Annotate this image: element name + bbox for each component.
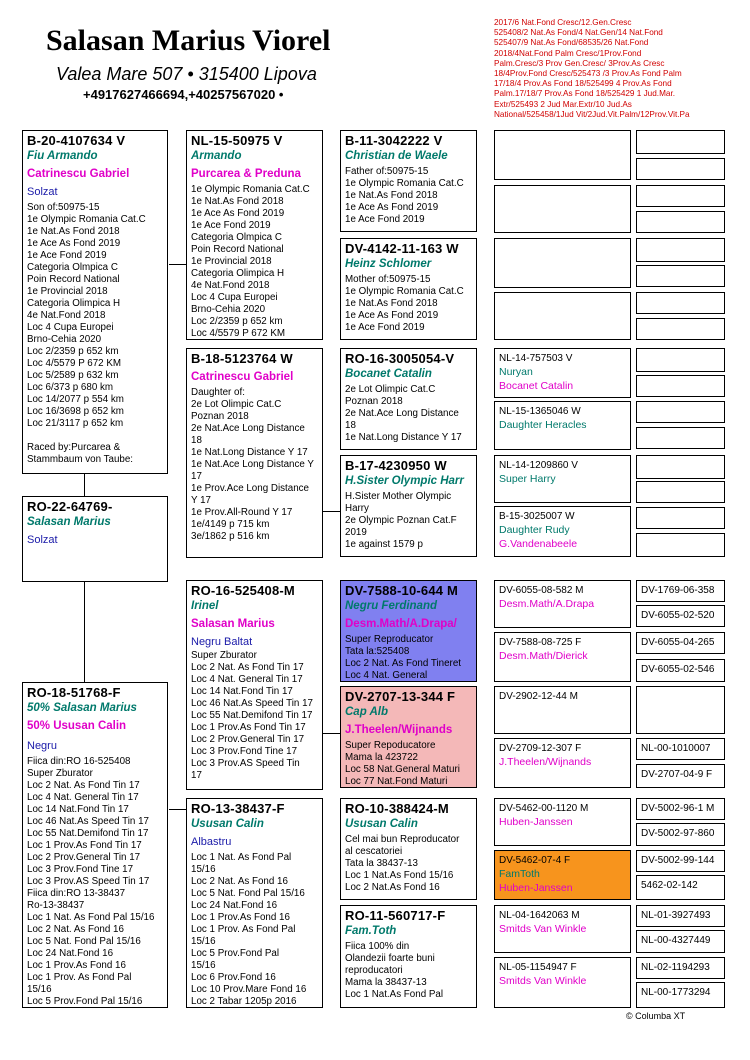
gen5-ring[interactable]: NL-00-1773294 (636, 982, 725, 1008)
gen4-name: Daughter Rudy (499, 524, 570, 536)
note-line: 15/16 (191, 960, 216, 971)
note-line: Loc 1 Prov.As Fond 16 (191, 912, 290, 923)
dss-notes (345, 634, 472, 682)
note-line: 1e Nat.As Fond 2018 (345, 190, 438, 201)
sss-ring: B-11-3042222 V (345, 133, 443, 148)
note-line: 1e Ace Fond 2019 (345, 214, 425, 225)
dss-ring: DV-7588-10-644 M (345, 583, 459, 598)
note-line: Loc 5/2589 p 632 km (27, 370, 119, 381)
note-line: 1e Prov.All-Round Y 17 (191, 507, 293, 518)
ddd-notes (345, 941, 472, 1001)
ssd-notes (345, 274, 472, 334)
note-line: Son of:50975-15 (27, 202, 100, 213)
gen4-breeder: Smitds Van Winkle (499, 923, 587, 935)
note-line: Y 17 (191, 495, 211, 506)
gen5-empty-box (636, 481, 725, 503)
dd-color: Albastru (191, 836, 232, 848)
note-line: Loc 4/5579 P 672 KM (191, 328, 286, 339)
dss-breeder: Desm.Math/A.Drapa/ (345, 618, 457, 630)
note-line: Loc 1 Prov.As Fond Tin 17 (27, 840, 142, 851)
note-line: Fiica din:RO 16-525408 (27, 756, 131, 767)
note-line: Loc 5 Nat. Fond Pal 15/16 (191, 888, 305, 899)
dss-name: Negru Ferdinand (345, 600, 438, 612)
note-line: Loc 1 Nat. As Fond Pal (191, 852, 292, 863)
gen5-ring[interactable]: DV-6055-02-546 (636, 659, 725, 682)
note-line: Loc 24 Nat.Fond 16 (27, 948, 114, 959)
gen5-empty-box (636, 318, 725, 340)
ssd-ring: DV-4142-11-163 W (345, 241, 459, 256)
sdd-notes (345, 491, 472, 551)
ds-notes (191, 650, 318, 782)
connector-line (84, 582, 85, 682)
note-line: 1e Nat.Long Distance Y 17 (191, 447, 308, 458)
note-line: 15/16 (191, 936, 216, 947)
gen5-empty-box (636, 507, 725, 529)
result-line: Palm.17/18/7 Prov.As Fond 18/525429 1 Jud.Mar. (494, 89, 675, 99)
sire-breeder: Catrinescu Gabriel (27, 168, 130, 180)
ssd-name: Heinz Schlomer (345, 258, 432, 270)
dd-ring: RO-13-38437-F (191, 801, 285, 816)
note-line: Loc 5 Prov.Fond Pal (191, 948, 280, 959)
note-line: Loc 1 Prov.As Fond 16 (27, 960, 126, 971)
note-line: Loc 2/2359 p 652 km (27, 346, 119, 357)
note-line: 1e Ace As Fond 2019 (27, 238, 121, 249)
note-line: Loc 4 Cupa Europei (191, 292, 278, 303)
note-line: Loc 1 Nat. As Fond Pal 15/16 (27, 912, 155, 923)
note-line: Loc 4 Nat. General Tin 17 (191, 674, 303, 685)
note-line: 1e Ace Fond 2019 (27, 250, 107, 261)
gen5-empty-box (636, 185, 725, 207)
dam-color: Negru (27, 740, 57, 752)
note-line: Loc 2 Nat. As Fond 16 (191, 876, 288, 887)
note-line: Brno-Cehia 2020 (191, 304, 266, 315)
dam-name: 50% Salasan Marius (27, 702, 137, 714)
note-line: Categoria Olimpica H (27, 298, 121, 309)
note-line: Loc 5 Prov.Fond Pal 15/16 (27, 996, 143, 1007)
gen4-ring: DV-2902-12-44 M (499, 691, 578, 702)
connector-line (169, 264, 186, 265)
dds-name: Ususan Calin (345, 818, 418, 830)
sd-notes (191, 387, 318, 543)
note-line: 1e Nat.As Fond 2018 (345, 298, 438, 309)
connector-line (323, 511, 340, 512)
gen5-ring[interactable]: 5462-02-142 (636, 875, 725, 900)
note-line: 1e Ace Fond 2019 (345, 322, 425, 333)
gen4-name: FamToth (499, 868, 540, 880)
note-line: 1e Nat.Long Distance Y 17 (345, 432, 462, 443)
subject-ring: RO-22-64769- (27, 499, 113, 514)
result-line: Extr/525493 2 Jud Mar.Extr/10 Jud.As (494, 99, 632, 109)
result-line: 2017/6 Nat.Fond Cresc/12.Gen.Cresc (494, 18, 632, 27)
sire-ring: B-20-4107634 V (27, 133, 126, 148)
sire-name: Fiu Armando (27, 150, 98, 162)
gen5-ring[interactable]: NL-00-4327449 (636, 930, 725, 953)
note-line: Loc 2 Nat.As Fond 16 (345, 882, 440, 893)
dam-card[interactable] (22, 682, 168, 1008)
note-line: Loc 77 Nat.Fond Maturi (345, 776, 448, 787)
sire-sire-card[interactable] (186, 130, 323, 340)
note-line: Poznan 2018 (191, 411, 249, 422)
gen4-dss-sire[interactable] (494, 580, 631, 628)
sdd-ring: B-17-4230950 W (345, 458, 447, 473)
note-line: Loc 6 Prov.Fond 16 (191, 972, 276, 983)
note-line: Loc 58 Nat.General Maturi (345, 764, 460, 775)
note-line: Categoria Olmpica C (27, 262, 118, 273)
gen4-ring: NL-05-1154947 F (499, 962, 577, 973)
note-line (27, 430, 163, 442)
note-line: Categoria Olmpica C (191, 232, 282, 243)
gen4-dds-sire[interactable] (494, 798, 631, 846)
note-line: 1e Nat.As Fond 2018 (27, 226, 120, 237)
gen4-sdd-dam[interactable] (494, 506, 631, 557)
gen4-breeder: Huben-Janssen (499, 882, 573, 894)
note-line: 17 (191, 471, 202, 482)
sire-color: Solzat (27, 186, 58, 198)
note-line: Loc 3 Prov.AS Speed Tin 17 (27, 876, 150, 887)
dsd-breeder: J.Theelen/Wijnands (345, 724, 453, 736)
dsd-notes (345, 740, 472, 788)
gen4-ring: NL-14-757503 V (499, 353, 573, 364)
note-line: 1e Ace Fond 2019 (191, 220, 271, 231)
note-line: Loc 55 Nat.Demifond Tin 17 (191, 710, 313, 721)
note-line: Loc 46 Nat.As Speed Tin 17 (27, 816, 149, 827)
note-line: 1e Provincial 2018 (27, 286, 108, 297)
gen5-empty-box (636, 211, 725, 233)
note-line: Loc 3 Prov.AS Speed Tin (191, 758, 300, 769)
note-line: Loc 4 Nat. General Tin 17 (27, 792, 139, 803)
breeder-address: Valea Mare 507 • 315400 Lipova (56, 64, 317, 84)
sdd-card[interactable] (340, 455, 477, 557)
note-line: Loc 14/2077 p 554 km (27, 394, 124, 405)
dam-dam-card[interactable] (186, 798, 323, 1008)
gen4-ring: B-15-3025007 W (499, 511, 575, 522)
gen4-empty-box (494, 238, 631, 288)
breeder-name: Salasan Marius Viorel (46, 24, 331, 57)
result-line: 525408/2 Nat.As Fond/4 Nat.Gen/14 Nat.Fond (494, 28, 663, 38)
note-line: Loc 5 Nat. Fond Pal 15/16 (27, 936, 141, 947)
dsd-ring: DV-2707-13-344 F (345, 689, 456, 704)
gen5-ring[interactable]: DV-6055-02-520 (636, 605, 725, 627)
gen4-ring: DV-7588-08-725 F (499, 637, 582, 648)
breeder-phone: +4917627466694,+40257567020 • (83, 87, 284, 102)
note-line: Raced by:Purcarea & (27, 442, 121, 453)
note-line: 2e Lot Olimpic Cat.C (345, 384, 436, 395)
dds-card[interactable] (340, 798, 477, 900)
gen4-dsd-sire[interactable] (494, 686, 631, 734)
note-line: Loc 2 Prov.General Tin 17 (27, 852, 141, 863)
sds-card[interactable] (340, 348, 477, 450)
note-line: Loc 2 Prov.General Tin 17 (191, 734, 305, 745)
note-line: Super Reproducator (345, 634, 434, 645)
note-line: 1e Olympic Romania Cat.C (345, 286, 464, 297)
result-line: Palm.Cresc/3 Prov Gen.Cresc/ 3Prov.As Cresc (494, 58, 665, 68)
note-line: Ro-13-38437 (27, 900, 85, 911)
dsd-card[interactable] (340, 686, 477, 788)
note-line: Loc 1 Prov. As Fond Pal (27, 972, 132, 983)
gen5-empty-box (636, 348, 725, 372)
gen5-empty-box (636, 686, 725, 734)
dsd-name: Cap Alb (345, 706, 389, 718)
sd-ring: B-18-5123764 W (191, 351, 293, 366)
note-line: 18 (345, 420, 356, 431)
note-line: Loc 1 Nat.As Fond 15/16 (345, 870, 454, 881)
sds-name: Bocanet Catalin (345, 368, 432, 380)
gen4-ring: DV-2709-12-307 F (499, 743, 582, 754)
gen5-ring[interactable]: DV-5002-99-144 (636, 850, 725, 872)
gen4-name: Daughter Heracles (499, 419, 587, 431)
note-line: Poin Record National (27, 274, 120, 285)
gen4-breeder: J.Theelen/Wijnands (499, 756, 592, 768)
note-line: 1e Olympic Romania Cat.C (345, 178, 464, 189)
note-line: Loc 46 Nat.As Speed Tin 17 (191, 698, 313, 709)
note-line: 2019 (345, 527, 367, 538)
note-line: al cescatoriei (345, 846, 403, 857)
gen4-sds-sire[interactable] (494, 348, 631, 398)
note-line: 1e Ace As Fond 2019 (345, 202, 439, 213)
gen4-breeder: Huben-Janssen (499, 816, 573, 828)
gen4-name: Nuryan (499, 366, 533, 378)
gen4-breeder: G.Vandenabeele (499, 538, 578, 550)
note-line: Loc 4/5579 P 672 KM (27, 358, 122, 369)
sds-ring: RO-16-3005054-V (345, 351, 455, 366)
subject-name: Salasan Marius (27, 516, 111, 528)
note-line: Fiica din:RO 13-38437 (27, 888, 126, 899)
note-line: Loc 4 Cupa Europei (27, 322, 114, 333)
ss-ring: NL-15-50975 V (191, 133, 283, 148)
gen4-breeder: Bocanet Catalin (499, 380, 574, 392)
subject-color: Solzat (27, 534, 58, 546)
gen4-breeder: Desm.Math/A.Drapa (499, 598, 595, 610)
note-line: Loc 24 Nat.Fond 16 (191, 900, 278, 911)
gen5-ring[interactable]: DV-2707-04-9 F (636, 764, 725, 788)
connector-line (84, 474, 85, 496)
result-line: National/525458/1Jud Vit/2Jud.Vit.Palm/12Prov.Vit.Pa (494, 109, 690, 119)
note-line: Loc 21/3117 p 652 km (27, 418, 124, 429)
note-line: Harry (345, 503, 369, 514)
note-line: Loc 3 Prov.Fond Tine 17 (191, 746, 298, 757)
note-line: reproducatori (345, 965, 403, 976)
dds-ring: RO-10-388424-M (345, 801, 449, 816)
gen5-ring[interactable]: NL-02-1194293 (636, 957, 725, 979)
note-line: 1e Ace As Fond 2019 (345, 310, 439, 321)
ss-notes (191, 184, 318, 340)
note-line: Daughter of: (191, 387, 245, 398)
note-line: 1e/4149 p 715 km (191, 519, 270, 530)
note-line: 1e Prov.Ace Long Distance (191, 483, 309, 494)
note-line: 1e against 1579 p (345, 539, 423, 550)
note-line: Fiica 100% din (345, 941, 410, 952)
connector-line (323, 733, 340, 734)
sss-notes (345, 166, 472, 226)
note-line: Loc 2 Nat. As Fond Tin 17 (191, 662, 304, 673)
connector-line (169, 809, 186, 810)
gen4-ring: NL-14-1209860 V (499, 460, 578, 471)
gen4-dss-dam[interactable] (494, 632, 631, 682)
ddd-name: Fam.Toth (345, 925, 397, 937)
gen4-ring: DV-5462-00-1120 M (499, 803, 589, 814)
gen4-sdd-sire[interactable] (494, 455, 631, 503)
note-line: 15/16 (27, 984, 52, 995)
dd-notes (191, 852, 318, 1008)
ds-color: Negru Baltat (191, 636, 253, 648)
ss-breeder: Purcarea & Preduna (191, 168, 301, 180)
gen4-ring: DV-5462-07-4 F (499, 855, 571, 866)
dam-sire-card[interactable] (186, 580, 323, 790)
note-line: Categoria Olimpica H (191, 268, 285, 279)
note-line: Olandezii foarte buni (345, 953, 435, 964)
note-line: Brno-Cehia 2020 (27, 334, 102, 345)
note-line: Loc 6/373 p 680 km (27, 382, 114, 393)
gen5-ring[interactable]: DV-1769-06-358 (636, 580, 725, 602)
footer-copyright: © Columba XT (626, 1011, 686, 1021)
results-summary (494, 18, 744, 120)
ssd-card[interactable] (340, 238, 477, 340)
gen5-empty-box (636, 401, 725, 423)
note-line: 1e Nat.As Fond 2018 (191, 196, 284, 207)
gen5-ring[interactable]: DV-6055-04-265 (636, 632, 725, 654)
gen5-empty-box (636, 292, 725, 314)
sds-notes (345, 384, 472, 444)
note-line: Mama la 38437-13 (345, 977, 427, 988)
note-line: Loc 1 Nat.As Fond Pal (345, 989, 444, 1000)
gen5-empty-box (636, 427, 725, 449)
note-line: 3e/1862 p 516 km (191, 531, 270, 542)
note-line: Loc 2 Nat. As Fond Tin 17 (27, 780, 140, 791)
note-line: 1e Provincial 2018 (191, 256, 272, 267)
subject-card[interactable] (22, 496, 168, 582)
note-line: Loc 2 Nat. As Fond 16 (27, 924, 124, 935)
dam-breeder: 50% Ususan Calin (27, 720, 127, 732)
note-line: Loc 3 Prov.Fond Tine 17 (27, 864, 134, 875)
result-line: 2018/4Nat.Fond Palm Cresc/1Prov.Fond (494, 48, 642, 58)
dam-notes (27, 756, 163, 1008)
gen4-breeder: Desm.Math/Dierick (499, 650, 588, 662)
note-line: 2e Nat.Ace Long Distance (191, 423, 305, 434)
gen5-ring[interactable]: DV-5002-97-860 (636, 823, 725, 846)
note-line: 1e Ace As Fond 2019 (191, 208, 285, 219)
note-line: H.Sister Mother Olympic (345, 491, 452, 502)
note-line: Father of:50975-15 (345, 166, 429, 177)
gen4-empty-box (494, 185, 631, 233)
ss-name: Armando (191, 150, 242, 162)
gen5-empty-box (636, 533, 725, 557)
note-line: Super Zburator (191, 650, 257, 661)
note-line: Loc 2/2359 p 652 km (191, 316, 283, 327)
sire-notes (27, 202, 163, 466)
gen4-dds-dam[interactable] (494, 850, 631, 900)
note-line: Tata la 38437-13 (345, 858, 418, 869)
note-line: Loc 14 Nat.Fond Tin 17 (191, 686, 293, 697)
gen4-ddd-dam[interactable] (494, 957, 631, 1008)
gen4-name: Super Harry (499, 473, 556, 485)
gen5-empty-box (636, 158, 725, 180)
gen5-ring[interactable]: DV-5002-96-1 M (636, 798, 725, 820)
ds-name: Irinel (191, 600, 219, 612)
ddd-card[interactable] (340, 905, 477, 1008)
dds-notes (345, 834, 472, 894)
gen5-ring[interactable]: NL-01-3927493 (636, 905, 725, 927)
gen5-empty-box (636, 265, 725, 287)
sss-name: Christian de Waele (345, 150, 448, 162)
note-line: Poin Record National (191, 244, 284, 255)
gen4-sds-dam[interactable] (494, 401, 631, 450)
note-line: 1e Nat.Ace Long Distance Y (191, 459, 314, 470)
gen4-ring: NL-04-1642063 M (499, 910, 580, 921)
gen5-empty-box (636, 455, 725, 479)
note-line: 2e Nat.Ace Long Distance (345, 408, 459, 419)
note-line: 2e Lot Olimpic Cat.C (191, 399, 282, 410)
sd-breeder: Catrinescu Gabriel (191, 371, 294, 383)
gen5-empty-box (636, 238, 725, 262)
note-line: Loc 1 Prov.As Fond Tin 17 (191, 722, 306, 733)
note-line: 1e Olympic Romania Cat.C (191, 184, 310, 195)
note-line: Super Zburator (27, 768, 93, 779)
note-line: Loc 1 Prov. As Fond Pal (191, 924, 296, 935)
gen4-dsd-dam[interactable] (494, 738, 631, 788)
ddd-ring: RO-11-560717-F (345, 908, 446, 923)
note-line: Stammbaum von Taube: (27, 454, 134, 465)
gen4-ddd-sire[interactable] (494, 905, 631, 953)
note-line: 4e Nat.Fond 2018 (27, 310, 106, 321)
note-line: Poznan 2018 (345, 396, 403, 407)
result-line: 17/18/4 Prov.As Fond 18/525499 4 Prov.As Fond (494, 79, 672, 89)
gen4-ring: NL-15-1365046 W (499, 406, 581, 417)
note-line: Mother of:50975-15 (345, 274, 431, 285)
dd-name: Ususan Calin (191, 818, 264, 830)
note-line: Loc 14 Nat.Fond Tin 17 (27, 804, 129, 815)
sdd-name: H.Sister Olympic Harr (345, 475, 464, 487)
sire-dam-card[interactable] (186, 348, 323, 558)
ds-ring: RO-16-525408-M (191, 583, 295, 598)
note-line: Loc 2 Tabar 1205p 2016 (191, 996, 297, 1007)
gen4-empty-box (494, 292, 631, 340)
note-line: Tata la:525408 (345, 646, 410, 657)
dss-card[interactable] (340, 580, 477, 682)
note-line: 18 (191, 435, 202, 446)
note-line: Cel mai bun Reproducator (345, 834, 460, 845)
sss-card[interactable] (340, 130, 477, 232)
dam-ring: RO-18-51768-F (27, 685, 121, 700)
gen4-breeder: Smitds Van Winkle (499, 975, 587, 987)
note-line: Super Repoducatore (345, 740, 436, 751)
gen4-ring: DV-6055-08-582 M (499, 585, 584, 596)
ds-breeder: Salasan Marius (191, 618, 275, 630)
result-line: 525407/9 Nat.As Fond/68535/26 Nat.Fond (494, 38, 649, 48)
note-line: Loc 4 Nat. General (345, 670, 428, 681)
note-line: 2e Olympic Poznan Cat.F (345, 515, 457, 526)
gen5-empty-box (636, 375, 725, 397)
gen5-ring[interactable]: NL-00-1010007 (636, 738, 725, 760)
note-line: Loc 2 Nat. As Fond Tineret (345, 658, 461, 669)
result-line: 18/4Prov.Fond Cresc/525473 /3 Prov.As Fond Palm (494, 69, 682, 79)
note-line: 15/16 (191, 864, 216, 875)
note-line: Mama la 423722 (345, 752, 418, 763)
sire-card[interactable] (22, 130, 168, 474)
note-line: 4e Nat.Fond 2018 (191, 280, 270, 291)
note-line: 1e Olympic Romania Cat.C (27, 214, 146, 225)
gen5-empty-box (636, 130, 725, 154)
note-line: Loc 16/3698 p 652 km (27, 406, 124, 417)
note-line: Loc 55 Nat.Demifond Tin 17 (27, 828, 149, 839)
note-line: 17 (191, 770, 202, 781)
gen4-empty-box (494, 130, 631, 180)
note-line: Loc 10 Prov.Mare Fond 16 (191, 984, 307, 995)
